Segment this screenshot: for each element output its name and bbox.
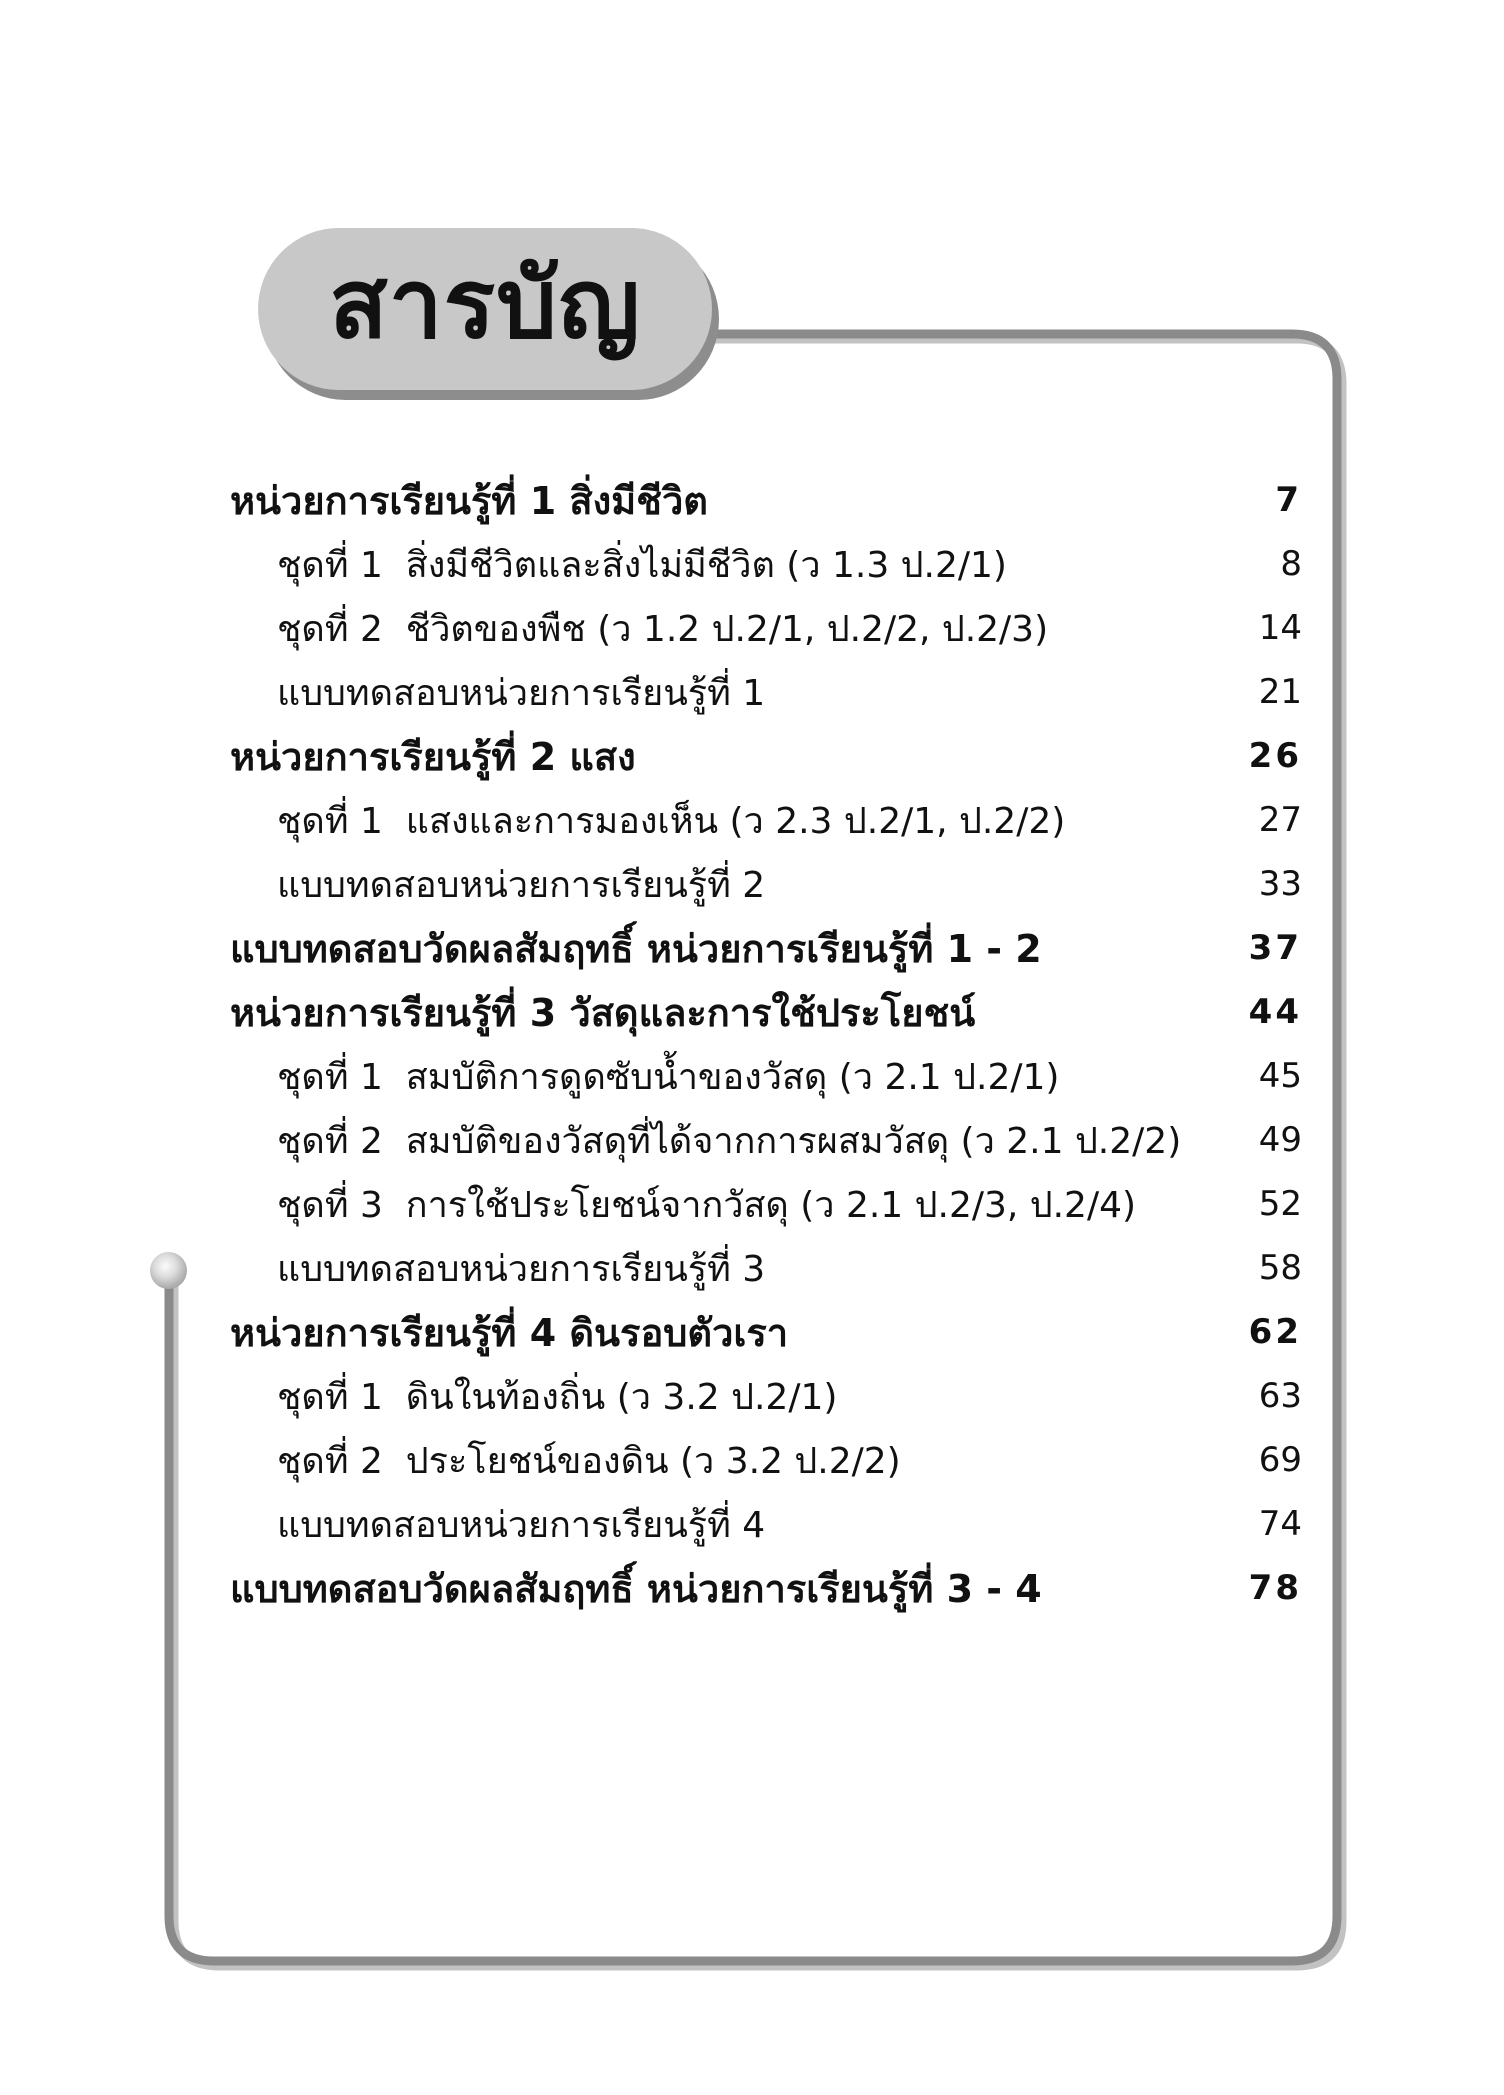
toc-entry-page-number: 78 bbox=[1248, 1568, 1302, 1608]
toc-entry-page-number: 62 bbox=[1248, 1312, 1302, 1352]
toc-entry bbox=[230, 788, 1302, 852]
toc-entry-label: ชุดที่ 1 สมบัติการดูดซับน้ำของวัสดุ (ว 2.1 ป.2/1) bbox=[277, 1056, 1060, 1098]
toc-entry-label: ชุดที่ 2 ชีวิตของพืช (ว 1.2 ป.2/1, ป.2/2, ป.2/3) bbox=[277, 608, 1049, 650]
toc-entry-page-number: 7 bbox=[1275, 480, 1302, 520]
toc-entry bbox=[230, 660, 1302, 724]
toc-entry-page-number: 27 bbox=[1258, 800, 1302, 840]
toc-entry bbox=[230, 1236, 1302, 1300]
toc-entry-label: หน่วยการเรียนรู้ที่ 3 วัสดุและการใช้ประโยชน์ bbox=[230, 990, 976, 1035]
toc-entry bbox=[230, 980, 1302, 1044]
toc-entry bbox=[230, 1300, 1302, 1364]
toc-entry-label: หน่วยการเรียนรู้ที่ 1 สิ่งมีชีวิต bbox=[230, 478, 708, 523]
toc-entry bbox=[230, 852, 1302, 916]
toc-entry-page-number: 63 bbox=[1258, 1376, 1302, 1416]
toc-entry-label: หน่วยการเรียนรู้ที่ 2 แสง bbox=[230, 734, 636, 779]
toc-entry-page-number: 26 bbox=[1248, 736, 1302, 776]
toc-list bbox=[230, 468, 1302, 1620]
toc-entry bbox=[230, 1364, 1302, 1428]
toc-entry bbox=[230, 1428, 1302, 1492]
toc-entry bbox=[230, 1556, 1302, 1620]
toc-entry-label: ชุดที่ 1 ดินในท้องถิ่น (ว 3.2 ป.2/1) bbox=[277, 1376, 838, 1418]
toc-entry bbox=[230, 724, 1302, 788]
toc-entry-label: แบบทดสอบหน่วยการเรียนรู้ที่ 2 bbox=[277, 864, 766, 906]
toc-entry bbox=[230, 916, 1302, 980]
toc-entry-label: ชุดที่ 1 สิ่งมีชีวิตและสิ่งไม่มีชีวิต (ว 1.3 ป.2/1) bbox=[277, 544, 1007, 586]
toc-entry-page-number: 21 bbox=[1258, 672, 1302, 712]
toc-entry bbox=[230, 1108, 1302, 1172]
toc-entry-label: ชุดที่ 2 ประโยชน์ของดิน (ว 3.2 ป.2/2) bbox=[277, 1440, 901, 1482]
toc-entry-page-number: 52 bbox=[1258, 1184, 1302, 1224]
toc-entry-label: หน่วยการเรียนรู้ที่ 4 ดินรอบตัวเรา bbox=[230, 1310, 789, 1355]
toc-entry-page-number: 37 bbox=[1248, 928, 1302, 968]
toc-entry bbox=[230, 1044, 1302, 1108]
toc-entry-label: แบบทดสอบหน่วยการเรียนรู้ที่ 4 bbox=[277, 1504, 766, 1546]
toc-entry-page-number: 45 bbox=[1258, 1056, 1302, 1096]
toc-entry bbox=[230, 532, 1302, 596]
toc-entry-label: ชุดที่ 3 การใช้ประโยชน์จากวัสดุ (ว 2.1 ป.2/3, ป.2/4) bbox=[277, 1184, 1137, 1226]
toc-entry-page-number: 44 bbox=[1248, 992, 1302, 1032]
toc-entry-page-number: 14 bbox=[1258, 608, 1302, 648]
toc-entry-page-number: 74 bbox=[1258, 1504, 1302, 1544]
toc-entry-page-number: 49 bbox=[1258, 1120, 1302, 1160]
toc-entry-label: แบบทดสอบวัดผลสัมฤทธิ์ หน่วยการเรียนรู้ที่ 3 - 4 bbox=[230, 1566, 1042, 1611]
toc-entry-label: แบบทดสอบหน่วยการเรียนรู้ที่ 1 bbox=[277, 672, 766, 714]
toc-entry bbox=[230, 468, 1302, 532]
contents-banner bbox=[258, 228, 712, 390]
toc-entry-label: ชุดที่ 2 สมบัติของวัสดุที่ได้จากการผสมวัสดุ (ว 2.1 ป.2/2) bbox=[277, 1120, 1182, 1162]
toc-entry-label: แบบทดสอบวัดผลสัมฤทธิ์ หน่วยการเรียนรู้ที่ 1 - 2 bbox=[230, 926, 1042, 971]
toc-entry-label: ชุดที่ 1 แสงและการมองเห็น (ว 2.3 ป.2/1, ป.2/2) bbox=[277, 800, 1066, 842]
sphere-ornament bbox=[150, 1252, 187, 1289]
toc-entry-page-number: 58 bbox=[1258, 1248, 1302, 1288]
toc-entry-label: แบบทดสอบหน่วยการเรียนรู้ที่ 3 bbox=[277, 1248, 766, 1290]
page-title: สารบัญ bbox=[329, 248, 641, 360]
toc-entry bbox=[230, 596, 1302, 660]
toc-entry-page-number: 8 bbox=[1280, 544, 1302, 584]
toc-entry-page-number: 69 bbox=[1258, 1440, 1302, 1480]
toc-entry bbox=[230, 1172, 1302, 1236]
toc-entry-page-number: 33 bbox=[1258, 864, 1302, 904]
toc-entry bbox=[230, 1492, 1302, 1556]
